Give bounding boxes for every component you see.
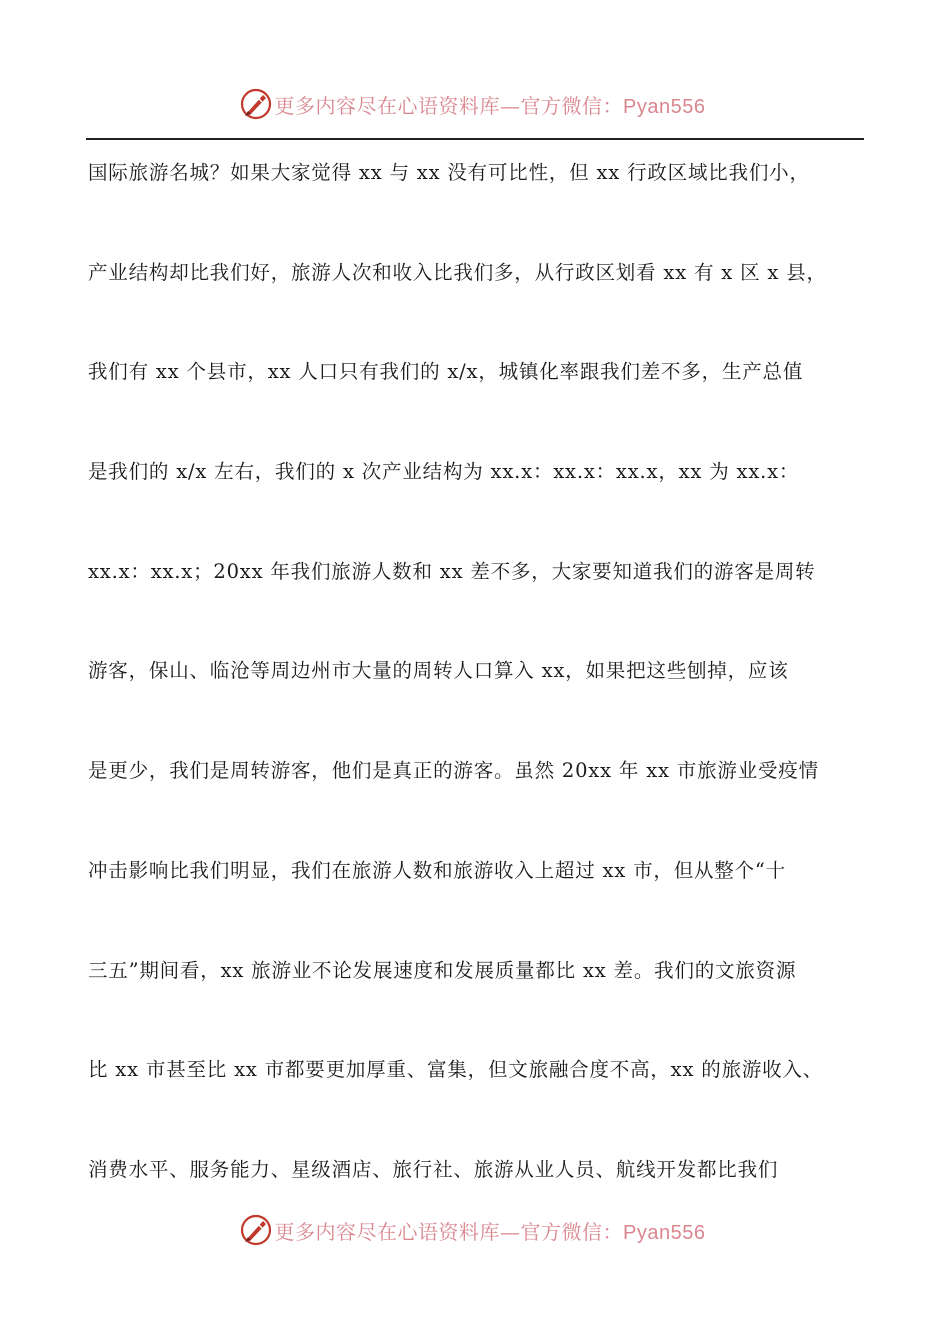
header-banner <box>0 82 950 126</box>
pen-feather-logo-icon <box>239 87 273 121</box>
text-line: 是我们的 x/x 左右，我们的 x 次产业结构为 xx.x：xx.x：xx.x，xx 为 xx.x： <box>88 460 800 484</box>
text-line: xx.x：xx.x；20xx 年我们旅游人数和 xx 差不多，大家要知道我们的游客是周转 <box>88 559 816 583</box>
text-line: 三五”期间看，xx 旅游业不论发展速度和发展质量都比 xx 差。我们的文旅资源 <box>88 958 797 982</box>
header-divider <box>86 138 864 140</box>
text-line: 游客，保山、临沧等周边州市大量的周转人口算入 xx，如果把这些刨掉，应该 <box>88 659 789 683</box>
pen-feather-logo-icon <box>239 1213 273 1247</box>
text-line: 我们有 xx 个县市，xx 人口只有我们的 x/x，城镇化率跟我们差不多，生产总值 <box>88 360 804 384</box>
text-line: 比 xx 市甚至比 xx 市都要更加厚重、富集，但文旅融合度不高，xx 的旅游收入、 <box>88 1058 824 1082</box>
footer-banner-id: Pyan556 <box>623 1221 706 1244</box>
text-line: 消费水平、服务能力、星级酒店、旅行社、旅游从业人员、航线开发都比我们 <box>88 1157 779 1181</box>
text-line: 产业结构却比我们好，旅游人次和收入比我们多，从行政区划看 xx 有 x 区 x 县， <box>88 260 827 284</box>
header-banner-text: 更多内容尽在心语资料库—官方微信：Pyan556 <box>274 93 706 118</box>
text-line: 冲击影响比我们明显，我们在旅游人数和旅游收入上超过 xx 市，但从整个“十 <box>88 858 786 882</box>
text-line: 国际旅游名城？如果大家觉得 xx 与 xx 没有可比性，但 xx 行政区域比我们小， <box>88 161 810 184</box>
header-banner-id: Pyan556 <box>623 95 706 118</box>
text-line: 是更少，我们是周转游客，他们是真正的游客。虽然 20xx 年 xx 市旅游业受疫情 <box>88 759 819 783</box>
footer-banner <box>0 1208 950 1252</box>
body-text <box>88 148 868 1245</box>
footer-banner-text: 更多内容尽在心语资料库—官方微信：Pyan556 <box>274 1219 706 1244</box>
